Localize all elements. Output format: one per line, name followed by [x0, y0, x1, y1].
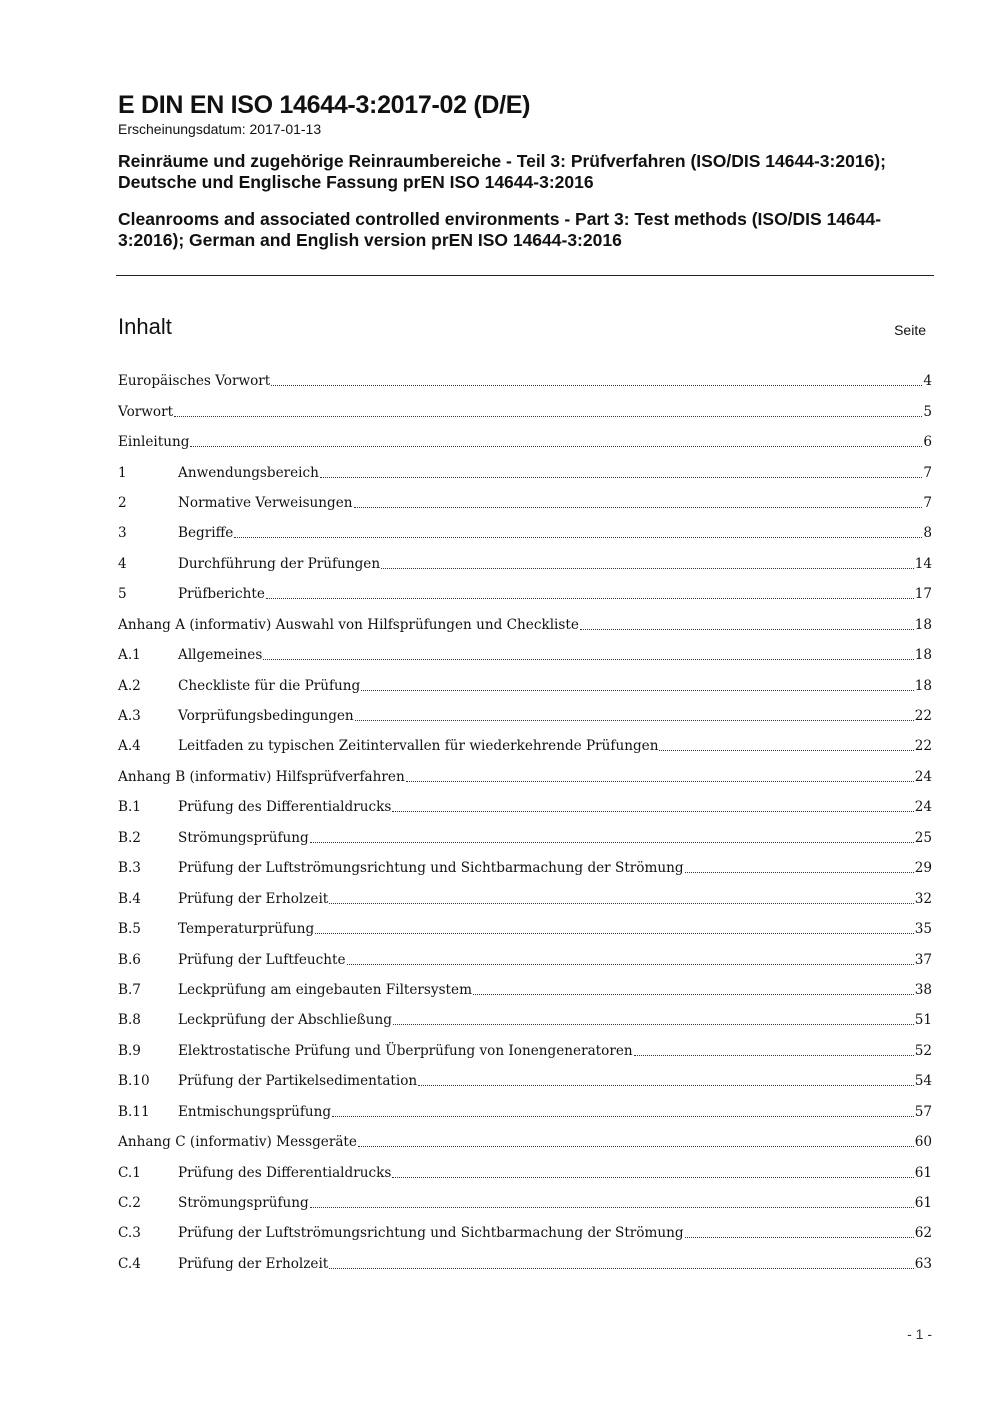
- toc-entry-number: B.7: [118, 981, 141, 998]
- toc-entry[interactable]: [118, 975, 932, 1005]
- toc-entry-title: Begriffe: [178, 525, 234, 542]
- toc-entry-number: C.4: [118, 1255, 141, 1272]
- toc-entry-page: 60: [914, 1134, 932, 1151]
- toc-entry-number: C.2: [118, 1195, 141, 1212]
- toc-dot-leader: [580, 628, 914, 630]
- toc-dot-leader: [381, 567, 914, 569]
- toc-entry-title: Vorprüfungsbedingungen: [178, 708, 354, 725]
- toc-dot-leader: [393, 1023, 914, 1025]
- toc-entry-page: 6: [923, 434, 932, 451]
- toc-entry-page: 38: [914, 981, 932, 998]
- toc-entry-page: 57: [914, 1103, 932, 1120]
- toc-entry-title: Prüfung des Differentialdrucks: [178, 1164, 392, 1181]
- toc-entry[interactable]: [118, 853, 932, 883]
- toc-entry-title: Prüfung der Luftfeuchte: [178, 951, 346, 968]
- toc-entry[interactable]: [118, 1005, 932, 1035]
- toc-entry-page: 14: [914, 555, 932, 572]
- toc-entry-number: A.2: [118, 677, 141, 694]
- publication-date: Erscheinungsdatum: 2017-01-13: [118, 121, 322, 137]
- toc-entry-title: Entmischungsprüfung: [178, 1103, 332, 1120]
- toc-entry[interactable]: [118, 366, 932, 396]
- toc-entry-title: Checkliste für die Prüfung: [178, 677, 361, 694]
- toc-entry-page: 32: [914, 890, 932, 907]
- toc-entry[interactable]: [118, 427, 932, 457]
- toc-dot-leader: [659, 749, 913, 751]
- page-number: - 1 -: [907, 1326, 932, 1342]
- toc-entry[interactable]: [118, 1127, 932, 1157]
- toc-entry-page: 4: [923, 373, 932, 390]
- toc-entry-title: Prüfung des Differentialdrucks: [178, 799, 392, 816]
- toc-entry[interactable]: [118, 396, 932, 426]
- toc-entry-title: Prüfung der Luftströmungsrichtung und Sichtbarmachung der Strömung: [178, 1225, 684, 1242]
- toc-entry-number: B.5: [118, 921, 141, 938]
- toc-dot-leader: [315, 932, 913, 934]
- toc-entry-title: Elektrostatische Prüfung und Überprüfung von Ionengeneratoren: [178, 1042, 633, 1059]
- toc-entry-title: Strömungsprüfung: [178, 1195, 309, 1212]
- toc-entry-number: A.1: [118, 647, 141, 664]
- toc-entry[interactable]: [118, 518, 932, 548]
- toc-entry-page: 61: [914, 1164, 932, 1181]
- toc-dot-leader: [685, 871, 914, 873]
- toc-entry-page: 5: [923, 403, 932, 420]
- toc-entry[interactable]: [118, 1066, 932, 1096]
- toc-dot-leader: [190, 445, 922, 447]
- toc-entry-number: B.6: [118, 951, 141, 968]
- toc-page-label: Seite: [894, 322, 926, 338]
- toc-entry-page: 52: [914, 1042, 932, 1059]
- toc-entry[interactable]: [118, 1188, 932, 1218]
- toc-dot-leader: [332, 1115, 914, 1117]
- toc-dot-leader: [329, 902, 913, 904]
- toc-entry-title: Prüfung der Erholzeit: [178, 1255, 329, 1272]
- toc-entry-number: C.1: [118, 1164, 141, 1181]
- toc-entry-page: 25: [914, 829, 932, 846]
- toc-entry-title: Allgemeines: [178, 647, 263, 664]
- toc-dot-leader: [685, 1236, 914, 1238]
- toc-entry[interactable]: [118, 579, 932, 609]
- toc-entry-title: Leckprüfung der Abschließung: [178, 1012, 392, 1029]
- toc-dot-leader: [266, 597, 914, 599]
- toc-dot-leader: [347, 963, 914, 965]
- toc-entry[interactable]: [118, 1036, 932, 1066]
- toc-dot-leader: [174, 415, 922, 417]
- toc-entry-page: 29: [914, 860, 932, 877]
- toc-entry-title: Durchführung der Prüfungen: [178, 555, 381, 572]
- toc-entry-number: C.3: [118, 1225, 141, 1242]
- toc-entry[interactable]: [118, 792, 932, 822]
- toc-entry-number: 2: [118, 494, 127, 511]
- document-title: E DIN EN ISO 14644-3:2017-02 (D/E): [118, 91, 531, 119]
- toc-entry-title: Anhang A (informativ) Auswahl von Hilfsprüfungen und Checkliste: [118, 616, 579, 633]
- toc-entry[interactable]: [118, 762, 932, 792]
- toc-entry-title: Leitfaden zu typischen Zeitintervallen für wiederkehrende Prüfungen: [178, 738, 659, 755]
- toc-entry-page: 18: [914, 647, 932, 664]
- toc-dot-leader: [634, 1054, 914, 1056]
- toc-entry[interactable]: [118, 457, 932, 487]
- toc-dot-leader: [263, 658, 913, 660]
- toc-dot-leader: [406, 780, 914, 782]
- toc-entry-title: Anwendungsbereich: [178, 464, 319, 481]
- toc-entry-page: 51: [914, 1012, 932, 1029]
- toc-entry[interactable]: [118, 488, 932, 518]
- toc-entry[interactable]: [118, 944, 932, 974]
- toc-entry-title: Vorwort: [118, 403, 174, 420]
- toc-entry[interactable]: [118, 610, 932, 640]
- toc-entry-page: 8: [923, 525, 932, 542]
- toc-entry-page: 37: [914, 951, 932, 968]
- toc-dot-leader: [234, 536, 922, 538]
- toc-entry-number: B.1: [118, 799, 141, 816]
- toc-dot-leader: [392, 1176, 913, 1178]
- toc-dot-leader: [358, 1145, 914, 1147]
- toc-entry[interactable]: [118, 701, 932, 731]
- document-header: [118, 90, 934, 251]
- toc-entry-number: A.4: [118, 738, 141, 755]
- toc-entry-number: B.8: [118, 1012, 141, 1029]
- toc-entry[interactable]: [118, 640, 932, 670]
- toc-dot-leader: [271, 384, 922, 386]
- toc-dot-leader: [361, 689, 913, 691]
- toc-entry[interactable]: [118, 1249, 932, 1279]
- toc-entry-title: Anhang C (informativ) Messgeräte: [118, 1134, 357, 1151]
- toc-entry-number: B.4: [118, 890, 141, 907]
- toc-entry-number: B.11: [118, 1103, 150, 1120]
- toc-entry-page: 22: [914, 738, 932, 755]
- toc-dot-leader: [355, 719, 914, 721]
- toc-entry-page: 17: [914, 586, 932, 603]
- toc-entry-page: 24: [914, 768, 932, 785]
- toc-entry-title: Prüfung der Partikelsedimentation: [178, 1073, 418, 1090]
- toc-entry-page: 7: [923, 464, 932, 481]
- toc-entry-title: Normative Verweisungen: [178, 494, 353, 511]
- toc-entry-number: A.3: [118, 708, 141, 725]
- toc-entry[interactable]: [118, 823, 932, 853]
- toc-dot-leader: [473, 993, 914, 995]
- toc-entry[interactable]: [118, 670, 932, 700]
- toc-entry-page: 61: [914, 1195, 932, 1212]
- toc-entry-title: Prüfberichte: [178, 586, 265, 603]
- toc-dot-leader: [320, 476, 922, 478]
- toc-entry-title: Strömungsprüfung: [178, 829, 309, 846]
- toc-entry[interactable]: [118, 1218, 932, 1248]
- toc-entry-number: B.3: [118, 860, 141, 877]
- toc-dot-leader: [418, 1084, 914, 1086]
- toc-entry-page: 22: [914, 708, 932, 725]
- toc-entry-title: Einleitung: [118, 434, 190, 451]
- toc-entry-title: Temperaturprüfung: [178, 921, 315, 938]
- toc-entry-page: 35: [914, 921, 932, 938]
- title-german: Reinräume und zugehörige Reinraumbereiche - Teil 3: Prüfverfahren (ISO/DIS 14644-3:2016); Deutsche und Englische Fassung prEN ISO 14644-3:2016: [118, 151, 886, 192]
- toc-entry-number: B.10: [118, 1073, 150, 1090]
- toc-entry-page: 63: [914, 1255, 932, 1272]
- toc-entry-title: Leckprüfung am eingebauten Filtersystem: [178, 981, 472, 998]
- toc-entry-page: 7: [923, 494, 932, 511]
- toc-dot-leader: [310, 1206, 914, 1208]
- toc-entry-number: B.9: [118, 1042, 141, 1059]
- title-english: Cleanrooms and associated controlled environments - Part 3: Test methods (ISO/DIS 14644-3:2016); German and English version prEN ISO 14644-3:2016: [118, 209, 882, 250]
- toc-entry[interactable]: [118, 914, 932, 944]
- toc-dot-leader: [329, 1267, 913, 1269]
- toc-entry[interactable]: [118, 1097, 932, 1127]
- toc-heading: Inhalt: [118, 314, 172, 339]
- toc-entry-title: Prüfung der Luftströmungsrichtung und Sichtbarmachung der Strömung: [178, 860, 684, 877]
- toc-dot-leader: [310, 841, 914, 843]
- header-divider: [116, 275, 934, 276]
- toc-entry[interactable]: [118, 1157, 932, 1187]
- toc-entry-number: 5: [118, 586, 127, 603]
- toc-entry-number: 1: [118, 464, 127, 481]
- toc-entry-title: Europäisches Vorwort: [118, 373, 271, 390]
- toc-entry-title: Prüfung der Erholzeit: [178, 890, 329, 907]
- toc-entry-number: 3: [118, 525, 127, 542]
- toc-entry-page: 24: [914, 799, 932, 816]
- toc-entry[interactable]: [118, 883, 932, 913]
- toc-entry[interactable]: [118, 549, 932, 579]
- toc-dot-leader: [392, 810, 913, 812]
- toc-entry-number: 4: [118, 555, 127, 572]
- toc-entry-page: 18: [914, 677, 932, 694]
- toc-entry[interactable]: [118, 731, 932, 761]
- toc-entry-page: 62: [914, 1225, 932, 1242]
- toc-entry-number: B.2: [118, 829, 141, 846]
- toc-entry-title: Anhang B (informativ) Hilfsprüfverfahren: [118, 768, 405, 785]
- toc-dot-leader: [354, 506, 923, 508]
- toc-entry-page: 18: [914, 616, 932, 633]
- toc-entry-page: 54: [914, 1073, 932, 1090]
- table-of-contents: [118, 366, 932, 1279]
